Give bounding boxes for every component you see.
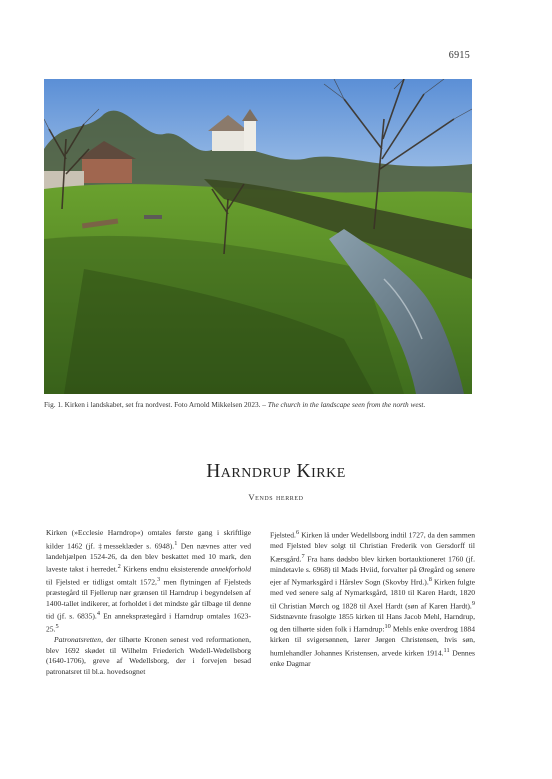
footnote-ref: 6 <box>295 529 300 536</box>
page-subtitle: Vends herred <box>248 492 304 502</box>
footnote-ref: 3 <box>156 576 161 584</box>
footnote-ref: 4 <box>96 610 101 618</box>
footnote-ref: 8 <box>428 576 432 584</box>
paragraph: Kirken (»Ecclesie Harndrop«) omtales første gang i skriftlige kilder 1462 (jf. ‡messeklæder s. 6948).$^1$ Den nævnes atter ved landehjælpen 1524-26, da den blev beskattet med 10 mark, den laveste takst i herredet.$^2$ Kirkens endnu eksisterende annekforhold til Fjelsted er tidligst omtalt 1572,$^3$ men flytningen af Fjelsteds præstegård til Fjellerup nær grænsen til Harndrup i begyndelsen af 1400-tallet indikerer, at forholdet i det mindste går tilbage til denne tid (jf. s. 6835).$^4$ En anneksprætegård i Harndrup omtales 1623-25.$^5$ <box>46 528 252 634</box>
footnote-ref: 2 <box>117 563 121 571</box>
caption-english: The church in the landscape seen from the north west. <box>267 400 426 409</box>
text-column-right <box>270 528 475 669</box>
footnote-ref: 10 <box>384 623 391 631</box>
footnote-ref: 11 <box>443 646 450 654</box>
page-number: 6915 <box>448 50 470 61</box>
footnote-ref: 1 <box>174 539 178 547</box>
page-title: Harndrup Kirke <box>206 461 346 482</box>
landscape-photo <box>44 79 472 394</box>
caption-danish: Fig. 1. Kirken i landskabet, set fra nordvest. Foto Arnold Mikkelsen 2023. – <box>44 400 266 409</box>
footnote-ref: 7 <box>301 552 305 560</box>
text-column-left <box>46 528 251 677</box>
paragraph: Fjelsted.$^6$ Kirken lå under Wedellsborg indtil 1727, da den sammen med Fjelsted blev solgt til Christian Frederik von Gersdorff til Kærsgård.$^7$ Fra hans dødsbo blev kirken bortauktioneret 1760 (jf. mindetavle s. 6968) til Mads Hviid, forvalter på Øregård og senere ejer af Nymarksgård i Hårslev Sogn (Skovby Hrd.).$^8$ Kirken fulgte med ved senere salg af Nymarksgård, 1810 til Karen Hardt, 1820 til Christian Mørch og 1828 til Axel Hardt (søn af Karen Hardt).$^9$ Sidstnævnte frasolgte 1855 kirken til Hans Jacob Mehl, Harndrup, og den tilhørte siden folk i Harndrup:$^{10}$ Mehls enke overdrog 1884 kirken til svigersønnen, lærer Jørgen Christensen, hvis søn, humlehandler Johannes Kristensen, arvede kirken 1914.11 Dennes enke Dagmar <box>270 529 476 668</box>
figure-caption <box>44 400 474 410</box>
paragraph: Patronatsretten, der tilhørte Kronen senest ved reformationen, blev 1692 skødet til Wilhelm Friederich Wedell-Wedellsborg (1640-1706), greve af Wedellsborg, der i forvejen besad patronatsret til bl.a. hovedsognet <box>46 635 251 676</box>
footnote-ref: 5 <box>55 623 59 631</box>
church-landscape-image <box>44 79 472 394</box>
footnote-ref: 9 <box>471 599 475 607</box>
